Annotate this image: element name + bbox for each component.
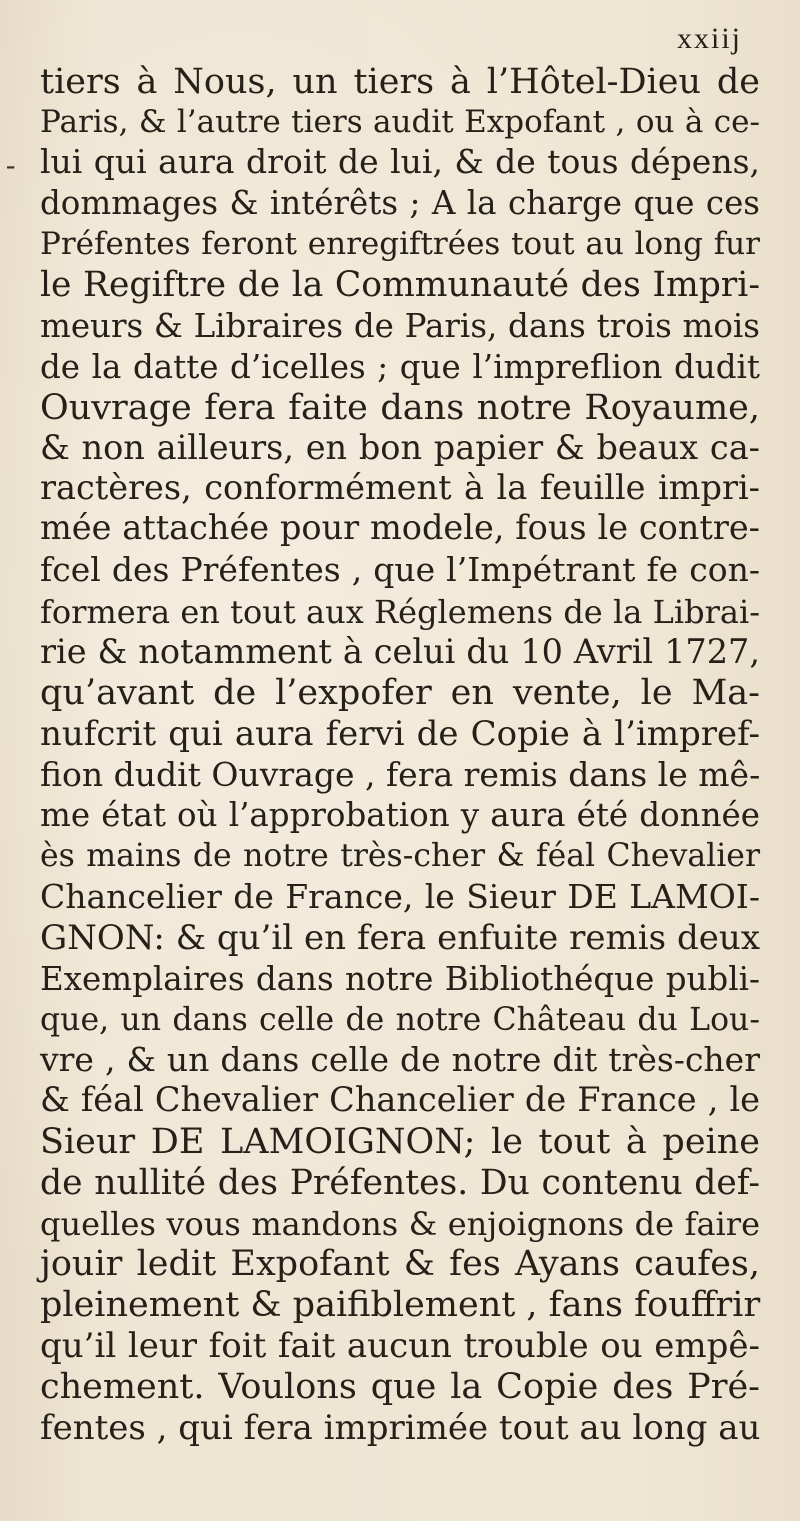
text-line: ès mains de notre très-cher & féal Chevalier	[40, 838, 760, 874]
text-line: pleinement & paifiblement , fans fouffrir	[40, 1285, 761, 1325]
text-line: fcel des Préfentes , que l’Impétrant fe con-	[40, 550, 760, 589]
text-line: rie & notamment à celui du 10 Avril 1727,	[40, 632, 760, 671]
text-line: le Regiftre de la Communauté des Impri-	[40, 265, 760, 305]
text-line: formera en tout aux Réglemens de la Librai-	[40, 593, 760, 631]
text-line: quelles vous mandons & enjoignons de faire	[40, 1205, 760, 1243]
text-line: chement. Voulons que la Copie des Pré-	[40, 1367, 760, 1407]
text-line: meurs & Libraires de Paris, dans trois mois	[40, 307, 760, 345]
text-line: Paris, & l’autre tiers audit Expofant , ou à ce-	[40, 104, 760, 140]
text-line: tiers à Nous, un tiers à l’Hôtel-Dieu de	[40, 62, 760, 102]
text-line: que, un dans celle de notre Château du Lou-	[40, 1002, 760, 1038]
text-line: lui qui aura droit de lui, & de tous dépens,	[40, 142, 760, 181]
page-number: xxiij	[676, 22, 742, 55]
margin-mark: -	[6, 150, 16, 181]
text-line: ractères, conformément à la feuille impri-	[40, 468, 760, 507]
text-line: nufcrit qui aura fervi de Copie à l’impref-	[40, 714, 760, 754]
text-line: de nullité des Préfentes. Du contenu def-	[40, 1163, 760, 1203]
text-line: de la datte d’icelles ; que l’impreflion dudit	[40, 348, 760, 386]
text-line: qu’il leur foit fait aucun trouble ou empê-	[40, 1326, 760, 1366]
text-line: jouir ledit Expofant & fes Ayans caufes,	[40, 1244, 760, 1284]
text-line: GNON: & qu’il en fera enfuite remis deux	[40, 918, 760, 958]
text-line: Exemplaires dans notre Bibliothéque publi-	[40, 960, 760, 998]
text-line: & féal Chevalier Chancelier de France , le	[40, 1080, 760, 1119]
text-line: mée attachée pour modele, fous le contre-	[40, 508, 760, 547]
text-line: me état où l’approbation y aura été donnée	[40, 796, 760, 834]
text-line: qu’avant de l’expofer en vente, le Ma-	[40, 673, 760, 713]
text-line: fentes , qui fera imprimée tout au long au	[40, 1408, 761, 1448]
text-line: Ouvrage fera faite dans notre Royaume,	[40, 388, 760, 428]
text-line: dommages & intérêts ; A la charge que ces	[40, 184, 760, 222]
text-line: fion dudit Ouvrage , fera remis dans le mê-	[40, 755, 761, 794]
text-line: vre , & un dans celle de notre dit très-cher	[40, 1040, 760, 1079]
text-line: Préfentes feront enregiftrées tout au long fur	[40, 226, 760, 262]
text-line: & non ailleurs, en bon papier & beaux ca-	[40, 428, 760, 467]
text-line: Chancelier de France, le Sieur DE LAMOI-	[40, 877, 760, 916]
text-line: Sieur DE LAMOIGNON; le tout à peine	[40, 1122, 760, 1162]
